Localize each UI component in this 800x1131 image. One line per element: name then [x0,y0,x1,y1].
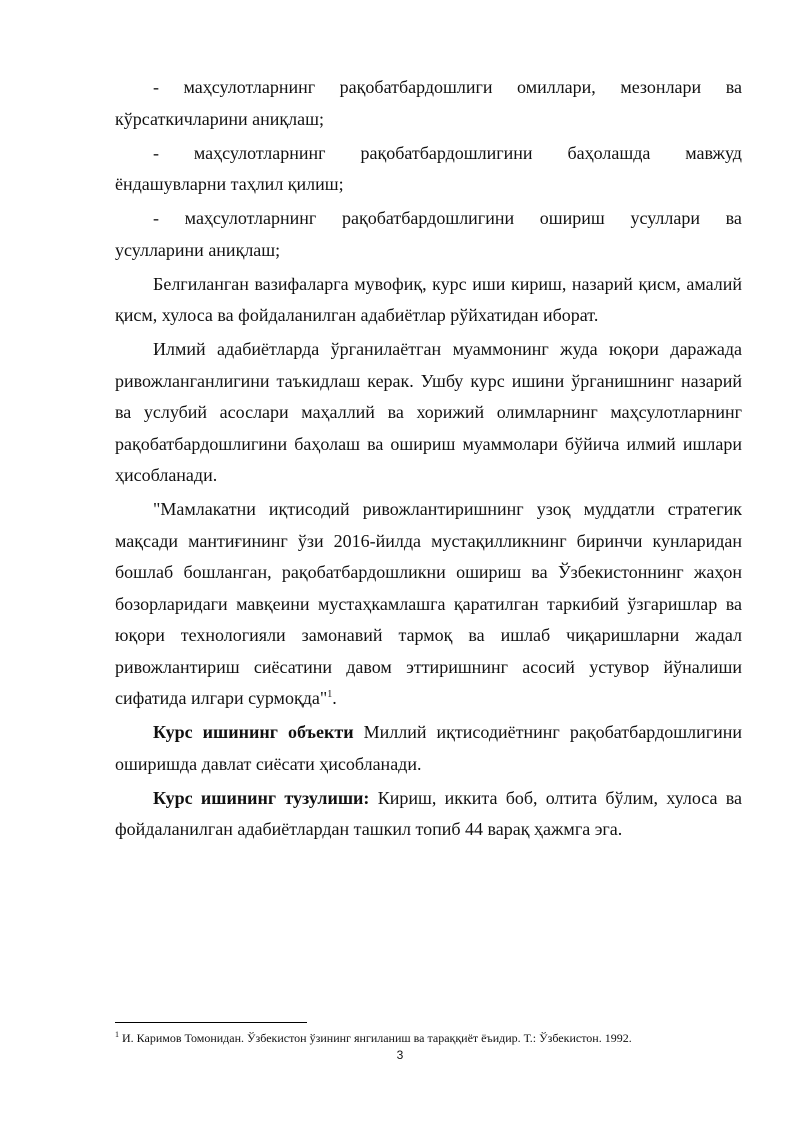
word: баҳолашда [567,142,651,163]
footnote-ref[interactable]: 1 [327,689,333,700]
bullet-dash: - [153,142,159,163]
task-item-1-first-line [115,72,742,104]
word: маҳсулотларнинг [184,208,317,228]
word: маҳсулотларнинг [183,77,316,97]
paragraph-structure: Белгиланган вазифаларга мувофиқ, курс иши кириш, назарий қисм, амалий қисм, хулоса ва фойдаланилган адабиётлар рўйхатидан иборат. [115,273,742,325]
task-item-2-continuation: ёндашувларни таҳлил қилиш; [115,174,344,194]
word: ва [725,77,742,97]
body-text [115,72,742,846]
word: маҳсулотларнинг [193,142,326,163]
task-item-3-first-line [115,203,742,235]
bullet-dash: - [153,208,159,228]
word: рақобатбардошлигини [341,208,515,228]
word: ошириш [539,208,605,228]
task-item-3-continuation: усулларини аниқлаш; [115,239,281,260]
paragraph-literature: Илмий адабиётларда ўрганилаётган муаммонинг жуда юқори даражада ривожланганлигини таъкидлаш керак. Ушбу курс ишини ўрганишнинг назарий ва услубий асослари маҳаллий ва хорижий олимларнинг маҳсулотларнинг рақобатбардошлигини баҳолаш ва ошириш муаммолари бўйича илмий ишлари ҳисобланади. [115,339,742,485]
task-item-1 [115,72,742,135]
footnote-number: 1 [115,1030,119,1039]
quote-text: "Мамлакатни иқтисодий ривожлантиришнинг узоқ муддатли стратегик мақсади мантиғининг ўзи 2016-йилда мустақилликнинг биринчи кунларидан бошлаб бошланган, рақобатбардошликни ошириш ва Ўзбекистоннинг жаҳон бозорларидаги мавқеини мустаҳкамлашга қаратилган таркибий ўзгаришлар ва юқори технологияли замонавий тармоқ ва ишлаб чиқаришларни жадал ривожлантириш сиёсатини давом эттиришнинг асосий устувор йўналиши сифатида илгари сурмоқда" [115,499,742,708]
structure-label: Курс ишининг тузулиши: [153,787,370,808]
page-number: 3 [396,1048,404,1062]
word: рақобатбардошлигини [360,142,533,163]
paragraph-structure-of-work [115,783,742,846]
object-text: Миллий иқтисодиётнинг рақобатбардошлигини оширишда давлат сиёсати ҳисобланади. [115,722,742,774]
word: ва [725,208,742,228]
word: усуллари [630,208,700,228]
word: омиллари, [517,77,596,97]
bullet-dash: - [153,77,159,97]
task-item-2 [115,138,742,201]
word: мезонлари [620,77,702,97]
word: рақобатбардошлиги [339,77,493,97]
quote-end: . [332,688,337,708]
paragraph-quote [115,494,742,715]
footnote-separator [115,1022,307,1023]
footnote-text: И. Каримов Томонидан. Ўзбекистон ўзининг янгиланиш ва тараққиёт ёъидир. Т.: Ўзбекистон. 1992. [119,1031,632,1045]
task-item-2-first-line [115,138,742,170]
paragraph-object [115,717,742,780]
task-item-3 [115,203,742,266]
footnote [115,1030,755,1046]
object-label: Курс ишининг объекти [153,722,354,742]
structure-text: Кириш, иккита боб, олтита бўлим, хулоса ва фойдаланилган адабиётлардан ташкил топиб 44 варақ ҳажмга эга. [115,787,742,839]
task-item-1-continuation: кўрсаткичларини аниқлаш; [115,108,324,129]
word: мавжуд [685,142,742,163]
